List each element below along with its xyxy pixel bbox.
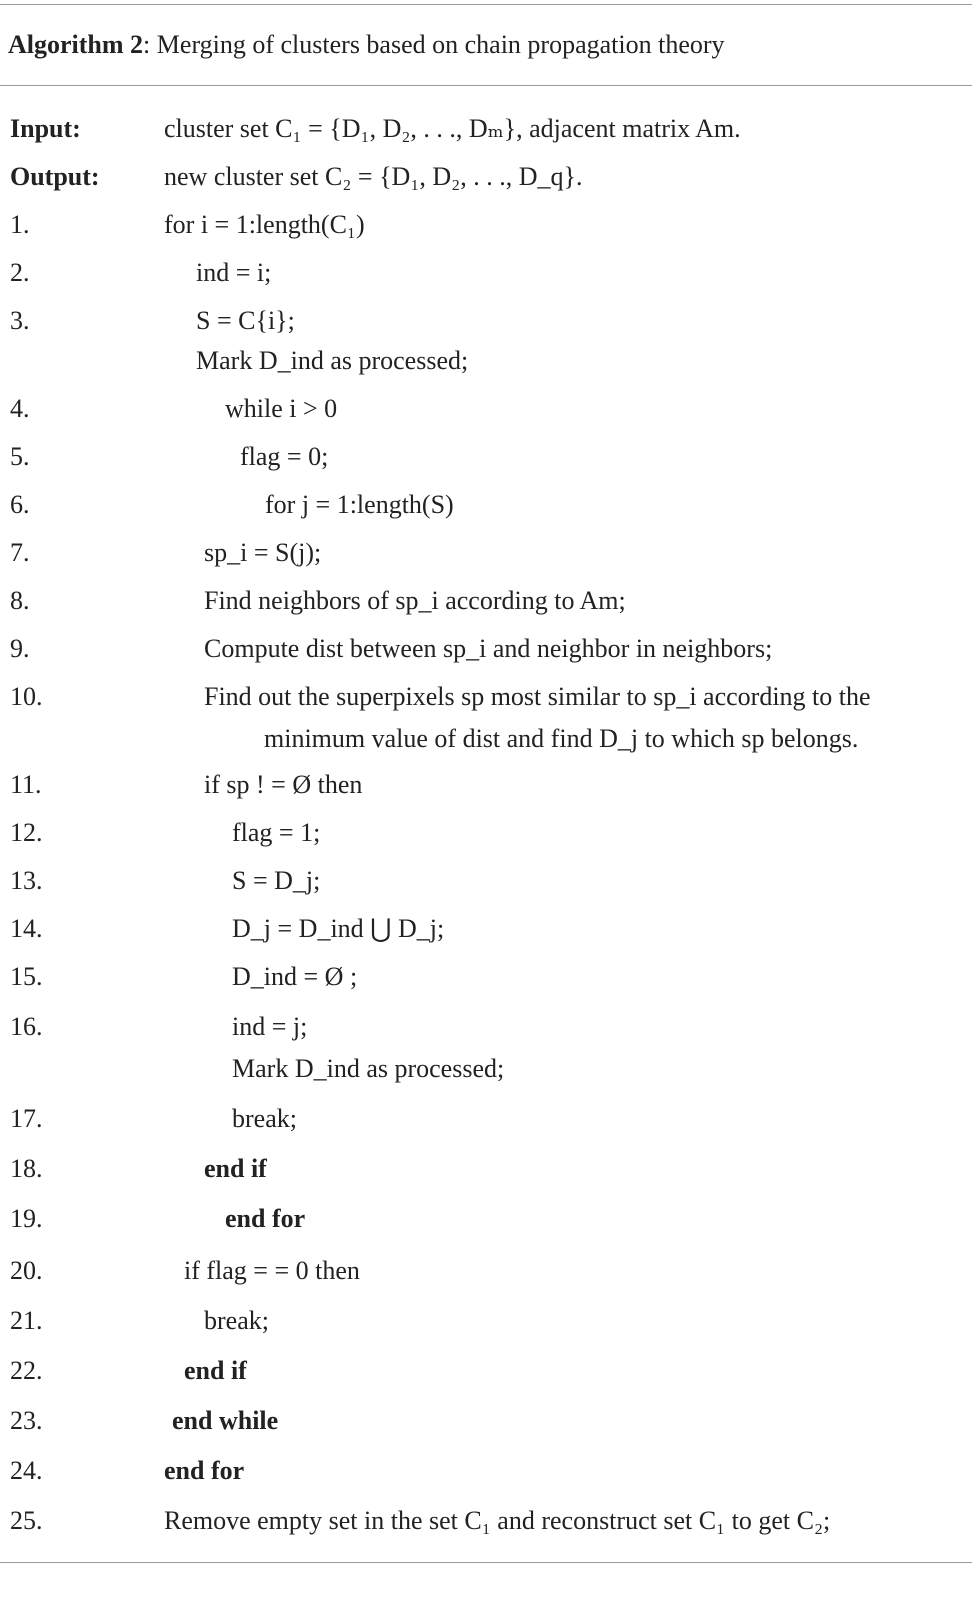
output-text: new cluster set C₂ = {D₁, D₂, . . ., D_q}. xyxy=(164,162,583,191)
line-13: 13. S = D_j; xyxy=(10,866,321,895)
line-7: 7. sp_i = S(j); xyxy=(10,538,322,567)
line-16: 16. ind = j; xyxy=(10,1012,308,1041)
output-label: Output: xyxy=(10,162,100,191)
line-11: 11. if sp ! = Ø then xyxy=(10,770,363,799)
algorithm-label: Algorithm 2 xyxy=(8,30,144,59)
input-text: cluster set C₁ = {D₁, D₂, . . ., Dₘ}, adjacent matrix Am. xyxy=(164,114,741,143)
line-22: 22. end if xyxy=(10,1356,247,1385)
algorithm-title: Merging of clusters based on chain propagation theory xyxy=(156,30,725,59)
caption-rule xyxy=(0,85,972,86)
output-row xyxy=(0,162,972,210)
line-8: 8. Find neighbors of sp_i according to Am; xyxy=(10,586,626,615)
bottom-rule xyxy=(0,1562,972,1563)
line-20: 20. if flag = = 0 then xyxy=(10,1256,360,1285)
line-19: 19. end for xyxy=(10,1204,306,1233)
line-3: 3. S = C{i}; xyxy=(10,306,295,335)
line-12: 12. flag = 1; xyxy=(10,818,321,847)
line-2: 2. ind = i; xyxy=(10,258,272,287)
line-17: 17. break; xyxy=(10,1104,297,1133)
line-18: 18. end if xyxy=(10,1154,267,1183)
line-10: 10. Find out the superpixels sp most similar to sp_i according to the xyxy=(10,682,871,711)
line-10-continuation: minimum value of dist and find D_j to which sp belongs. xyxy=(264,724,859,753)
line-3-continuation: Mark D_ind as processed; xyxy=(196,346,469,375)
line-25: 25. Remove empty set in the set C₁ and reconstruct set C₁ to get C₂; xyxy=(10,1506,831,1535)
line-21: 21. break; xyxy=(10,1306,269,1335)
line-6: 6. for j = 1:length(S) xyxy=(10,490,454,519)
line-1: 1. for i = 1:length(C₁) xyxy=(10,210,365,239)
line-15: 15. D_ind = Ø ; xyxy=(10,962,358,991)
line-14: 14. D_j = D_ind ⋃ D_j; xyxy=(10,914,445,943)
line-4: 4. while i > 0 xyxy=(10,394,338,423)
algorithm-caption: Algorithm 2: Merging of clusters based on chain propagation theory xyxy=(8,30,725,59)
top-rule xyxy=(0,4,972,5)
input-label: Input: xyxy=(10,114,81,143)
line-24: 24. end for xyxy=(10,1456,245,1485)
line-23: 23. end while xyxy=(10,1406,279,1435)
line-5: 5. flag = 0; xyxy=(10,442,329,471)
line-16-continuation: Mark D_ind as processed; xyxy=(232,1054,505,1083)
input-row xyxy=(0,114,972,162)
line-9: 9. Compute dist between sp_i and neighbor in neighbors; xyxy=(10,634,773,663)
